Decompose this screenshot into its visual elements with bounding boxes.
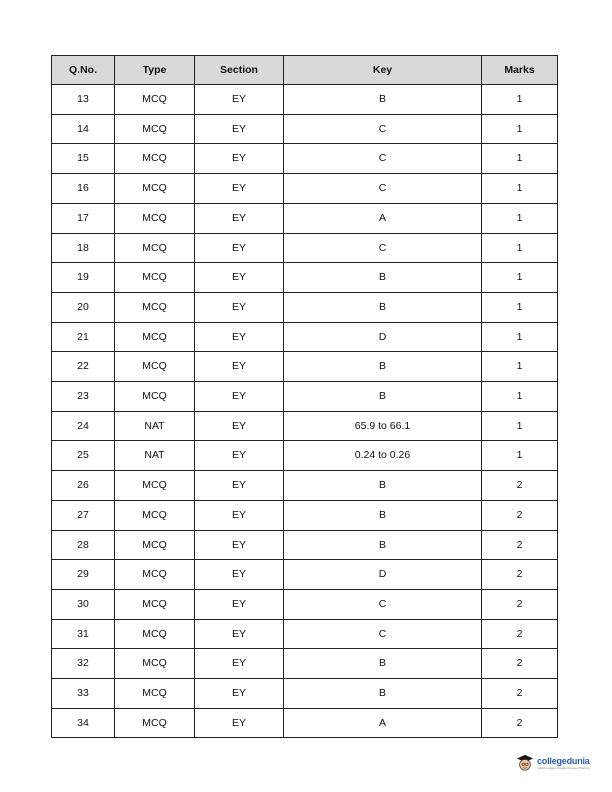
cell-qno: 27 bbox=[52, 500, 115, 530]
cell-qno: 19 bbox=[52, 263, 115, 293]
cell-section: EY bbox=[195, 649, 284, 679]
cell-section: EY bbox=[195, 85, 284, 115]
cell-section: EY bbox=[195, 352, 284, 382]
cell-type: MCQ bbox=[115, 500, 195, 530]
cell-marks: 1 bbox=[482, 352, 558, 382]
cell-qno: 26 bbox=[52, 471, 115, 501]
cell-type: MCQ bbox=[115, 382, 195, 412]
cell-key: A bbox=[284, 203, 482, 233]
table-row bbox=[52, 352, 558, 382]
cell-key: B bbox=[284, 382, 482, 412]
cell-key: B bbox=[284, 471, 482, 501]
header-qno: Q.No. bbox=[52, 56, 115, 85]
cell-section: EY bbox=[195, 411, 284, 441]
cell-key: D bbox=[284, 560, 482, 590]
cell-type: NAT bbox=[115, 411, 195, 441]
cell-section: EY bbox=[195, 144, 284, 174]
cell-section: EY bbox=[195, 441, 284, 471]
cell-marks: 1 bbox=[482, 144, 558, 174]
cell-key: B bbox=[284, 292, 482, 322]
cell-type: MCQ bbox=[115, 560, 195, 590]
table-header-row bbox=[52, 56, 558, 85]
cell-marks: 1 bbox=[482, 203, 558, 233]
cell-key: B bbox=[284, 263, 482, 293]
cell-type: MCQ bbox=[115, 203, 195, 233]
cell-type: MCQ bbox=[115, 292, 195, 322]
table-row bbox=[52, 411, 558, 441]
cell-key: B bbox=[284, 352, 482, 382]
table-row bbox=[52, 203, 558, 233]
cell-section: EY bbox=[195, 203, 284, 233]
table-row bbox=[52, 85, 558, 115]
cell-type: MCQ bbox=[115, 530, 195, 560]
cell-qno: 32 bbox=[52, 649, 115, 679]
cell-key: C bbox=[284, 619, 482, 649]
cell-section: EY bbox=[195, 589, 284, 619]
cell-qno: 30 bbox=[52, 589, 115, 619]
cell-marks: 1 bbox=[482, 174, 558, 204]
cell-section: EY bbox=[195, 233, 284, 263]
cell-qno: 14 bbox=[52, 114, 115, 144]
cell-type: MCQ bbox=[115, 708, 195, 738]
cell-qno: 18 bbox=[52, 233, 115, 263]
header-marks: Marks bbox=[482, 56, 558, 85]
cell-marks: 2 bbox=[482, 679, 558, 709]
cell-type: MCQ bbox=[115, 649, 195, 679]
table-row bbox=[52, 322, 558, 352]
table-row bbox=[52, 233, 558, 263]
cell-marks: 2 bbox=[482, 708, 558, 738]
cell-qno: 16 bbox=[52, 174, 115, 204]
cell-qno: 20 bbox=[52, 292, 115, 322]
table-row bbox=[52, 589, 558, 619]
cell-qno: 29 bbox=[52, 560, 115, 590]
cell-marks: 1 bbox=[482, 411, 558, 441]
cell-marks: 2 bbox=[482, 589, 558, 619]
cell-qno: 15 bbox=[52, 144, 115, 174]
cell-marks: 2 bbox=[482, 530, 558, 560]
cell-marks: 1 bbox=[482, 114, 558, 144]
cell-type: MCQ bbox=[115, 619, 195, 649]
cell-marks: 1 bbox=[482, 441, 558, 471]
cell-section: EY bbox=[195, 619, 284, 649]
cell-qno: 28 bbox=[52, 530, 115, 560]
cell-key: C bbox=[284, 144, 482, 174]
table-row bbox=[52, 174, 558, 204]
cell-type: MCQ bbox=[115, 589, 195, 619]
cell-key: D bbox=[284, 322, 482, 352]
cell-type: MCQ bbox=[115, 263, 195, 293]
cell-section: EY bbox=[195, 263, 284, 293]
header-key: Key bbox=[284, 56, 482, 85]
cell-marks: 2 bbox=[482, 471, 558, 501]
cell-marks: 2 bbox=[482, 560, 558, 590]
header-type: Type bbox=[115, 56, 195, 85]
cell-marks: 2 bbox=[482, 619, 558, 649]
cell-type: MCQ bbox=[115, 322, 195, 352]
cell-marks: 1 bbox=[482, 233, 558, 263]
cell-qno: 25 bbox=[52, 441, 115, 471]
cell-type: MCQ bbox=[115, 174, 195, 204]
cell-key: A bbox=[284, 708, 482, 738]
table-row bbox=[52, 114, 558, 144]
cell-key: C bbox=[284, 174, 482, 204]
table-row bbox=[52, 292, 558, 322]
collegedunia-logo bbox=[516, 752, 590, 774]
cell-type: MCQ bbox=[115, 352, 195, 382]
cell-section: EY bbox=[195, 292, 284, 322]
graduate-mascot-icon bbox=[516, 754, 534, 772]
cell-type: NAT bbox=[115, 441, 195, 471]
cell-qno: 34 bbox=[52, 708, 115, 738]
table-row bbox=[52, 649, 558, 679]
cell-qno: 23 bbox=[52, 382, 115, 412]
cell-key: B bbox=[284, 530, 482, 560]
cell-section: EY bbox=[195, 322, 284, 352]
cell-key: B bbox=[284, 85, 482, 115]
cell-section: EY bbox=[195, 500, 284, 530]
cell-key: B bbox=[284, 649, 482, 679]
cell-qno: 17 bbox=[52, 203, 115, 233]
answer-key-table bbox=[51, 55, 558, 738]
table-row bbox=[52, 471, 558, 501]
cell-marks: 1 bbox=[482, 263, 558, 293]
cell-type: MCQ bbox=[115, 114, 195, 144]
cell-section: EY bbox=[195, 471, 284, 501]
table-row bbox=[52, 619, 558, 649]
table-row bbox=[52, 679, 558, 709]
cell-marks: 1 bbox=[482, 85, 558, 115]
cell-qno: 24 bbox=[52, 411, 115, 441]
cell-marks: 2 bbox=[482, 649, 558, 679]
cell-marks: 2 bbox=[482, 500, 558, 530]
cell-qno: 21 bbox=[52, 322, 115, 352]
table-row bbox=[52, 144, 558, 174]
cell-qno: 33 bbox=[52, 679, 115, 709]
cell-section: EY bbox=[195, 560, 284, 590]
cell-type: MCQ bbox=[115, 233, 195, 263]
table-row bbox=[52, 530, 558, 560]
table-row bbox=[52, 500, 558, 530]
cell-marks: 1 bbox=[482, 322, 558, 352]
cell-section: EY bbox=[195, 382, 284, 412]
cell-section: EY bbox=[195, 174, 284, 204]
cell-key: C bbox=[284, 589, 482, 619]
table-row bbox=[52, 263, 558, 293]
cell-type: MCQ bbox=[115, 85, 195, 115]
cell-key: C bbox=[284, 233, 482, 263]
logo-tagline: India's Largest Student Review Platform bbox=[537, 766, 591, 770]
cell-key: B bbox=[284, 500, 482, 530]
cell-qno: 22 bbox=[52, 352, 115, 382]
table-row bbox=[52, 560, 558, 590]
header-section: Section bbox=[195, 56, 284, 85]
cell-marks: 1 bbox=[482, 292, 558, 322]
cell-qno: 13 bbox=[52, 85, 115, 115]
cell-section: EY bbox=[195, 679, 284, 709]
cell-section: EY bbox=[195, 114, 284, 144]
cell-type: MCQ bbox=[115, 679, 195, 709]
logo-name: collegedunia bbox=[537, 756, 590, 766]
cell-key: 65.9 to 66.1 bbox=[284, 411, 482, 441]
cell-marks: 1 bbox=[482, 382, 558, 412]
table-body bbox=[52, 85, 558, 738]
table-row bbox=[52, 708, 558, 738]
cell-section: EY bbox=[195, 530, 284, 560]
cell-type: MCQ bbox=[115, 144, 195, 174]
table-row bbox=[52, 382, 558, 412]
cell-type: MCQ bbox=[115, 471, 195, 501]
cell-qno: 31 bbox=[52, 619, 115, 649]
table-row bbox=[52, 441, 558, 471]
cell-key: 0.24 to 0.26 bbox=[284, 441, 482, 471]
cell-section: EY bbox=[195, 708, 284, 738]
cell-key: C bbox=[284, 114, 482, 144]
cell-key: B bbox=[284, 679, 482, 709]
